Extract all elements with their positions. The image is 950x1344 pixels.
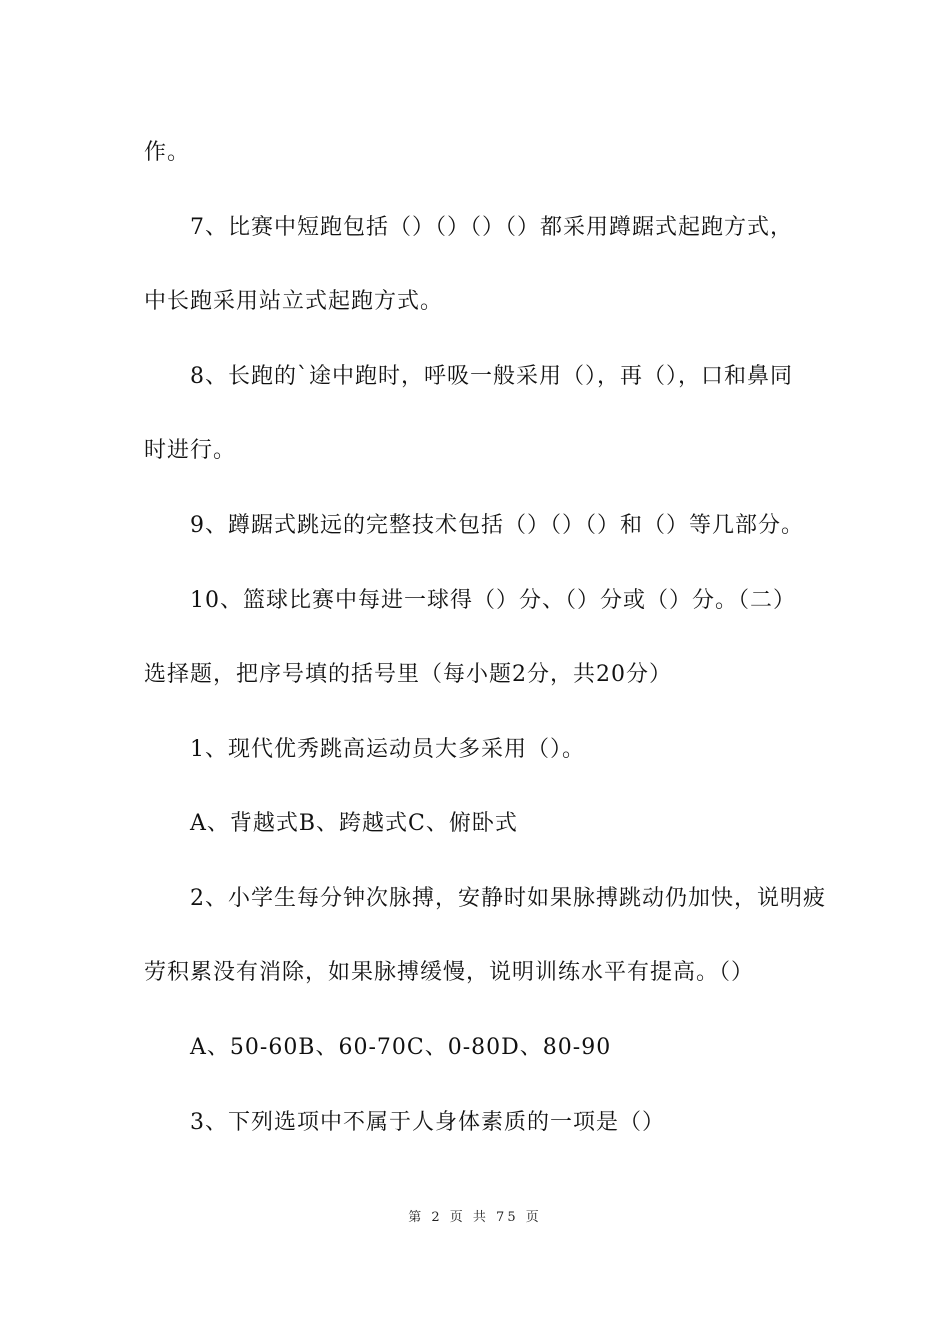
options-line: A、50-60B、60-70C、0-80D、80-90 — [190, 1035, 612, 1060]
text-line: 时进行。 — [144, 438, 237, 463]
options-line: A、背越式B、跨越式C、俯卧式 — [190, 811, 518, 836]
text-line: 8、长跑的`途中跑时，呼吸一般采用（），再（），口和鼻同 — [190, 364, 793, 389]
text-line: 劳积累没有消除，如果脉搏缓慢，说明训练水平有提高。（） — [144, 960, 755, 985]
question-line: 2、小学生每分钟次脉搏，安静时如果脉搏跳动仍加快，说明疲 — [190, 886, 826, 911]
text-line: 9、蹲踞式跳远的完整技术包括（）（）（）和（）等几部分。 — [190, 513, 804, 538]
page-footer: 第 2 页 共 75 页 — [408, 1210, 542, 1225]
text-line: 7、比赛中短跑包括（）（）（）（）都采用蹲踞式起跑方式， — [190, 215, 793, 240]
text-line: 中长跑采用站立式起跑方式。 — [144, 289, 444, 314]
text-line: 10、篮球比赛中每进一球得（）分、（）分或（）分。（二） — [190, 588, 796, 613]
text-line: 选择题，把序号填的括号里（每小题2分，共20分） — [144, 662, 672, 687]
question-line: 1、现代优秀跳高运动员大多采用（）。 — [190, 737, 585, 762]
question-line: 3、下列选项中不属于人身体素质的一项是（） — [190, 1110, 665, 1135]
text-line: 作。 — [144, 140, 191, 165]
